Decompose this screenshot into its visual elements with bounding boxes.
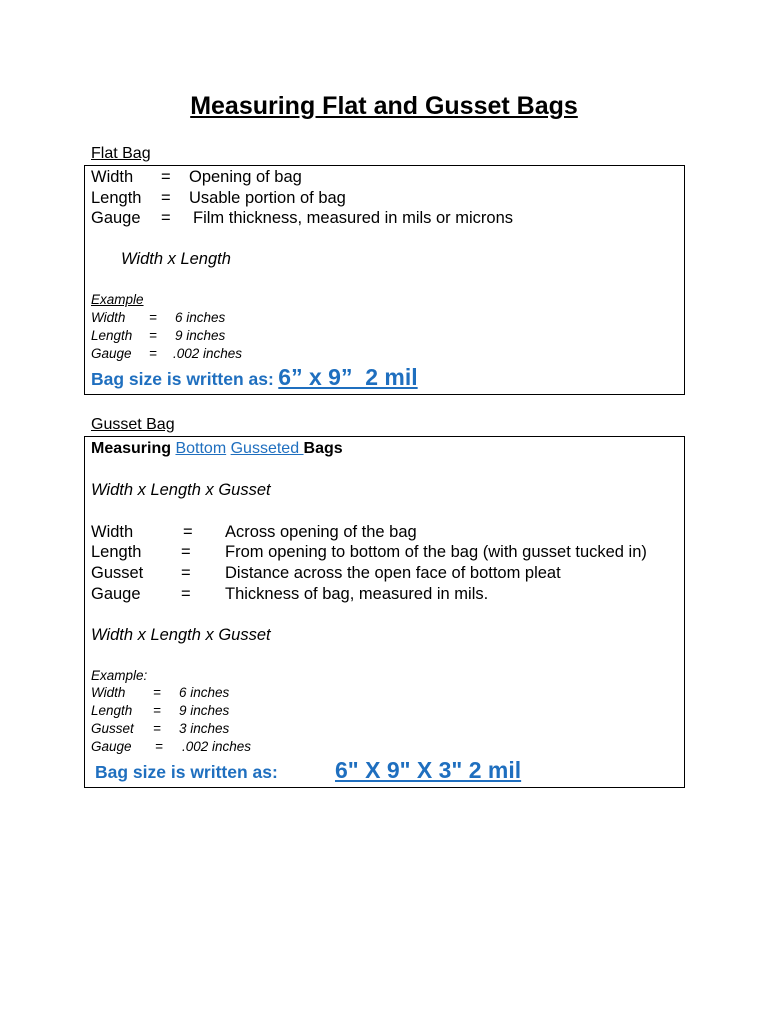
gusset-def-length: Length = From opening to bottom of the bag (with gusset tucked in) [91, 543, 647, 561]
flat-example-label: Example [91, 292, 144, 307]
page-title: Measuring Flat and Gusset Bags [190, 92, 578, 120]
flat-result-value: 6” x 9” 2 mil [278, 364, 418, 390]
flat-bag-label: Flat Bag [91, 145, 151, 162]
flat-def-gauge: Gauge = Film thickness, measured in mils or microns [91, 209, 513, 227]
flat-bag-box [84, 165, 685, 395]
gusset-example-label: Example: [91, 668, 148, 683]
gusset-example-gusset: Gusset = 3 inches [91, 721, 230, 736]
gusset-example-length: Length = 9 inches [91, 703, 230, 718]
gusseted-link[interactable]: Gusseted [230, 440, 304, 457]
gusset-example-gauge: Gauge = .002 inches [91, 739, 252, 754]
gusset-formula-2: Width x Length x Gusset [91, 626, 271, 644]
gusset-def-width: Width = Across opening of the bag [91, 523, 417, 541]
gusset-result-label: Bag size is written as: [95, 762, 278, 782]
flat-formula: Width x Length [121, 250, 231, 268]
gusset-def-gusset: Gusset = Distance across the open face of bottom pleat [91, 564, 561, 582]
gusset-bag-label: Gusset Bag [91, 416, 175, 433]
bottom-link[interactable]: Bottom [175, 440, 227, 457]
gusset-result-value: 6" X 9" X 3" 2 mil [335, 757, 522, 783]
flat-result [91, 364, 418, 391]
gusset-def-gauge: Gauge = Thickness of bag, measured in mils. [91, 585, 489, 603]
flat-example-length: Length = 9 inches [91, 328, 226, 343]
gusset-formula: Width x Length x Gusset [91, 481, 271, 499]
flat-example-gauge: Gauge = .002 inches [91, 346, 243, 361]
flat-def-length: Length = Usable portion of bag [91, 189, 346, 207]
flat-def-width: Width = Opening of bag [91, 168, 302, 186]
gusset-result [95, 757, 521, 784]
gusset-example-width: Width = 6 inches [91, 685, 230, 700]
flat-result-label: Bag size is written as: [91, 369, 274, 389]
gusset-bag-box [84, 436, 685, 788]
flat-example-width: Width = 6 inches [91, 310, 226, 325]
gusset-heading: Measuring Bottom Gusseted Bags [91, 440, 343, 457]
